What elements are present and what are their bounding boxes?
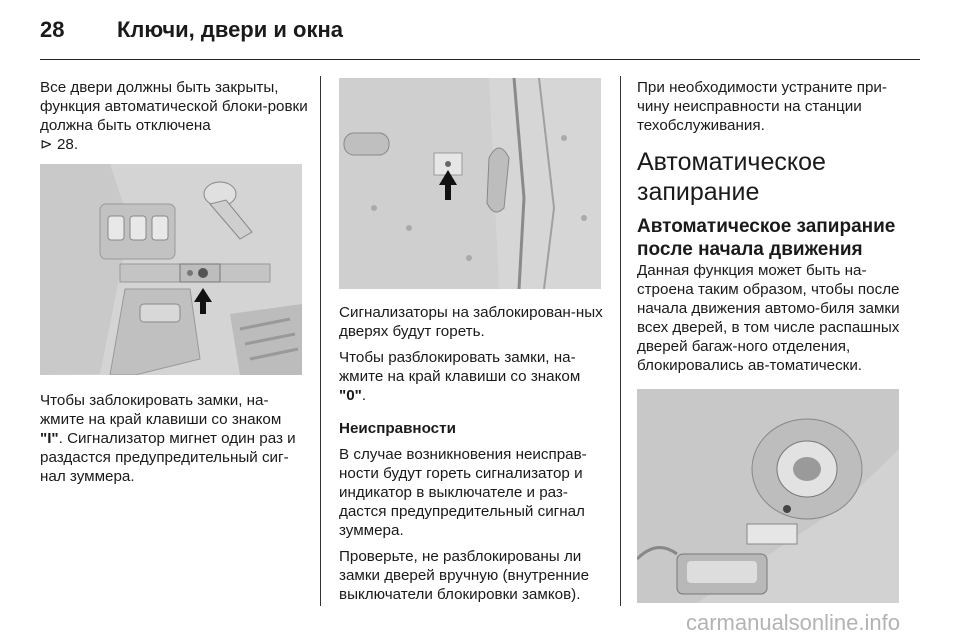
- paragraph: [40, 391, 308, 486]
- watermark: carmanualsonline.info: [685, 610, 900, 635]
- paragraph: При необходимости устраните при-чину неисправности на станции техобслуживания.: [637, 79, 887, 134]
- arrow-ref-icon: ⊳: [40, 136, 53, 153]
- body-text: Все двери должны быть закрыты, функция автоматической блоки-ровки должна быть отключена: [40, 79, 308, 134]
- paragraph: Сигнализаторы на заблокирован-ных дверях будут гореть.: [339, 304, 603, 340]
- lock-symbol: "I": [40, 430, 59, 447]
- column-3: [637, 78, 907, 603]
- body-text: . Сигнализатор мигнет один раз и раздастся предупредительный сиг-нал зуммера.: [40, 430, 296, 485]
- page-number: 28: [40, 17, 65, 42]
- page-title: Ключи, двери и окна: [117, 17, 343, 42]
- header-rule: [40, 59, 920, 60]
- subsection-heading: Автоматическое запирание после начала движения: [637, 216, 896, 260]
- paragraph: Проверьте, не разблокированы ли замки дверей вручную (внутренние выключатели блокировки замков).: [339, 548, 590, 603]
- body-text: Чтобы заблокировать замки, на-жмите на край клавиши со знаком: [40, 392, 282, 428]
- column-divider: [620, 76, 621, 606]
- paragraph: [339, 348, 607, 405]
- page-ref-link[interactable]: 28.: [56, 136, 79, 153]
- column-divider: [320, 76, 321, 606]
- section-heading: Неисправности: [339, 420, 456, 437]
- paragraph: Данная функция может быть на-строена таким образом, чтобы после начала движения автомо-биля замки всех дверей, в том числе распашных дверей багаж-ного отделения, блокировались ав-томатически.: [637, 262, 900, 374]
- unlock-symbol: "0": [339, 387, 362, 404]
- dashboard-switch-illustration: [40, 164, 302, 375]
- column-2: [339, 78, 607, 611]
- body-text: Чтобы разблокировать замки, на-жмите на край клавиши со знаком: [339, 349, 581, 385]
- page-header: [0, 0, 960, 60]
- body-text: .: [361, 387, 367, 404]
- door-indicator-illustration: [339, 78, 601, 289]
- paragraph: В случае возникновения неисправ-ности будут гореть сигнализатор и индикатор в выключателе и раз-дастся предупредительный сигнал зуммера.: [339, 446, 587, 539]
- column-1: [40, 78, 308, 493]
- paragraph: [40, 78, 308, 154]
- section-heading: Автоматическое запирание: [637, 148, 826, 206]
- ceiling-console-illustration: [637, 389, 899, 603]
